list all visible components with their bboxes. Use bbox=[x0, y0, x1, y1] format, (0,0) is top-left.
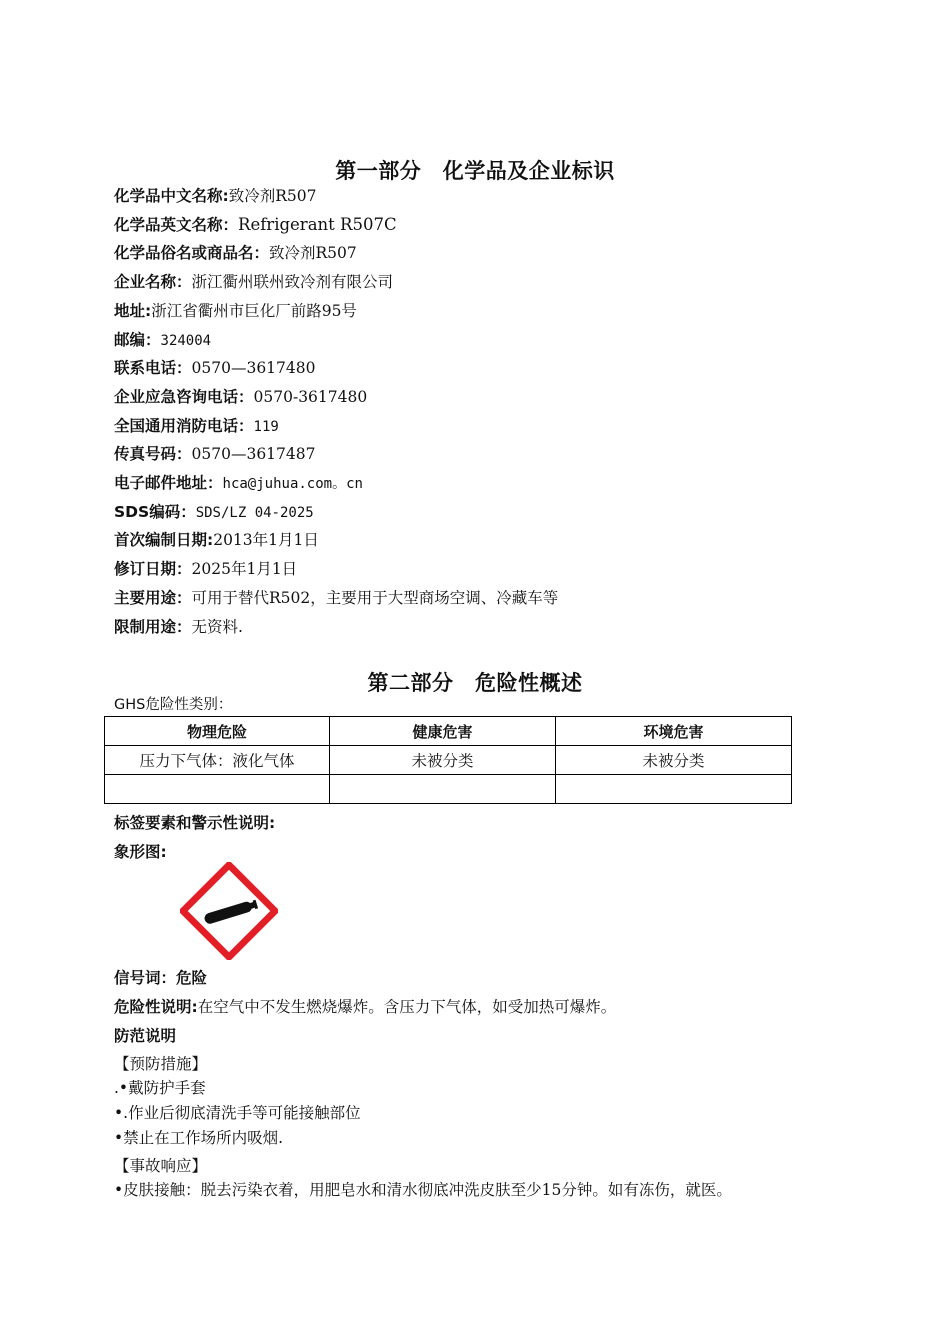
response-heading: 【事故响应】 bbox=[114, 1157, 208, 1175]
field-fax bbox=[114, 444, 316, 464]
field-trade-name bbox=[114, 243, 357, 263]
precaution-heading bbox=[114, 1026, 176, 1046]
field-value: 浙江衢州联州致冷剂有限公司 bbox=[191, 273, 394, 291]
list-item: •禁止在工作场所内吸烟. bbox=[114, 1129, 284, 1147]
field-label: 化学品英文名称： bbox=[114, 216, 239, 234]
signal-value: 危险 bbox=[176, 969, 208, 987]
field-label: SDS编码： bbox=[114, 503, 196, 521]
table-row bbox=[105, 746, 792, 775]
field-label: 首次编制日期: bbox=[114, 531, 214, 549]
field-label: 邮编： bbox=[114, 331, 161, 349]
field-value: 2013年1月1日 bbox=[213, 531, 319, 549]
field-value: 2025年1月1日 bbox=[191, 560, 298, 578]
field-label: 企业应急咨询电话： bbox=[114, 388, 254, 406]
header-environment: 环境危害 bbox=[556, 717, 792, 746]
field-value: 0570—3617487 bbox=[191, 445, 316, 463]
table-cell bbox=[556, 775, 792, 804]
label-elements-heading bbox=[114, 813, 275, 833]
table-cell: 未被分类 bbox=[556, 746, 792, 775]
table-cell: 未被分类 bbox=[330, 746, 556, 775]
list-item: •皮肤接触：脱去污染衣着，用肥皂水和清水彻底冲洗皮肤至少15分钟。如有冻伤，就医。 bbox=[114, 1181, 732, 1199]
field-value: 浙江省衢州市巨化厂前路95号 bbox=[151, 302, 357, 320]
signal-word bbox=[114, 968, 207, 988]
field-first-date bbox=[114, 530, 319, 550]
field-label: 传真号码： bbox=[114, 445, 192, 463]
field-value: 119 bbox=[253, 419, 279, 435]
field-label: 化学品中文名称: bbox=[114, 187, 229, 205]
field-value: Refrigerant R507C bbox=[238, 215, 397, 234]
hazard-statement bbox=[114, 997, 616, 1017]
signal-label: 信号词： bbox=[114, 969, 177, 987]
label-elements-text: 标签要素和警示性说明: bbox=[114, 814, 276, 832]
table-row bbox=[105, 775, 792, 804]
precaution-heading-text: 防范说明 bbox=[114, 1027, 177, 1045]
field-postcode bbox=[114, 330, 211, 351]
section-title-part1: 第一部分 化学品及企业标识 bbox=[335, 159, 615, 183]
field-email bbox=[114, 473, 363, 494]
hazard-table bbox=[104, 716, 792, 804]
field-revision-date bbox=[114, 559, 297, 579]
field-emergency-phone bbox=[114, 387, 367, 407]
field-value: SDS/LZ 04-2025 bbox=[195, 505, 314, 521]
ghs-category-label: GHS危险性类别： bbox=[114, 697, 233, 713]
list-item: .•戴防护手套 bbox=[114, 1079, 206, 1097]
list-item: •.作业后彻底清洗手等可能接触部位 bbox=[114, 1104, 361, 1122]
field-company-name bbox=[114, 272, 393, 292]
field-label: 主要用途： bbox=[114, 589, 192, 607]
field-label: 电子邮件地址： bbox=[114, 474, 223, 492]
field-label: 企业名称： bbox=[114, 273, 192, 291]
field-value: 324004 bbox=[160, 333, 212, 349]
field-value: hca@juhua.com。cn bbox=[222, 476, 363, 492]
header-health: 健康危害 bbox=[330, 717, 556, 746]
field-restricted-use bbox=[114, 617, 243, 637]
field-value: 可用于替代R502，主要用于大型商场空调、冷藏车等 bbox=[191, 589, 559, 607]
field-label: 修订日期： bbox=[114, 560, 192, 578]
hazard-label: 危险性说明: bbox=[114, 998, 198, 1016]
pictogram-heading-text: 象形图: bbox=[114, 843, 167, 861]
field-value: 致冷剂R507 bbox=[228, 187, 317, 205]
table-header-row bbox=[105, 717, 792, 746]
field-value: 无资料. bbox=[191, 618, 243, 636]
table-cell bbox=[330, 775, 556, 804]
field-label: 限制用途： bbox=[114, 618, 192, 636]
field-english-name bbox=[114, 215, 397, 235]
field-sds-code bbox=[114, 502, 314, 523]
table-cell bbox=[105, 775, 330, 804]
field-phone bbox=[114, 358, 316, 378]
table-cell: 压力下气体：液化气体 bbox=[105, 746, 330, 775]
field-fire-phone bbox=[114, 416, 279, 437]
field-label: 全国通用消防电话： bbox=[114, 417, 254, 435]
header-physical: 物理危险 bbox=[105, 717, 330, 746]
section-title-part2: 第二部分 危险性概述 bbox=[367, 671, 583, 695]
field-label: 化学品俗名或商品名： bbox=[114, 244, 270, 262]
field-main-use bbox=[114, 588, 558, 608]
pictogram-heading bbox=[114, 842, 167, 862]
field-chinese-name bbox=[114, 186, 316, 206]
field-label: 地址: bbox=[114, 302, 152, 320]
gas-cylinder-ghs04-icon bbox=[180, 862, 278, 960]
hazard-value: 在空气中不发生燃烧爆炸。含压力下气体，如受加热可爆炸。 bbox=[197, 998, 617, 1016]
field-address bbox=[114, 301, 357, 321]
field-value: 致冷剂R507 bbox=[269, 244, 357, 262]
field-value: 0570-3617480 bbox=[253, 388, 368, 406]
field-value: 0570—3617480 bbox=[191, 359, 316, 377]
prevention-heading: 【预防措施】 bbox=[114, 1055, 208, 1073]
field-label: 联系电话： bbox=[114, 359, 192, 377]
